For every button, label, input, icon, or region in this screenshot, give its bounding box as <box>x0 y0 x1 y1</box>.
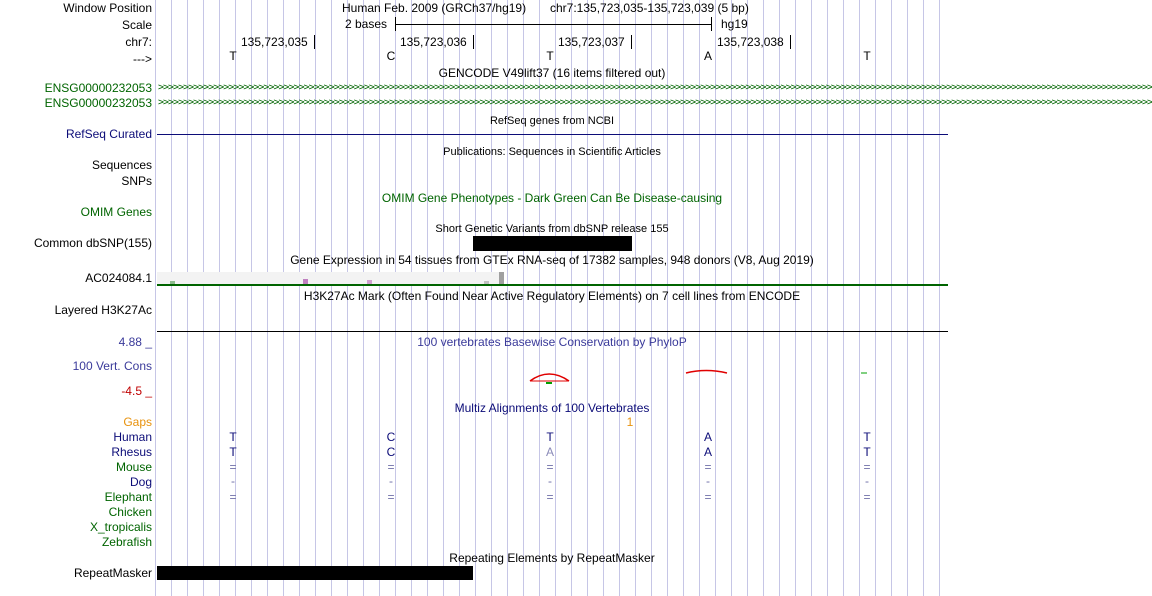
refseq-track-label[interactable]: RefSeq Curated <box>65 127 152 141</box>
alignment-base: = <box>546 460 554 474</box>
alignment-base: T <box>863 445 871 459</box>
multiz-track-title[interactable]: Multiz Alignments of 100 Vertebrates <box>454 401 650 415</box>
ruler-coord: 135,723,036 <box>400 35 467 49</box>
scale-value: 2 bases <box>345 17 388 31</box>
dbsnp-variant-block[interactable] <box>473 236 632 251</box>
alignment-base: - <box>548 474 552 488</box>
ruler-tick <box>790 35 791 49</box>
ruler-coord: 135,723,035 <box>241 35 308 49</box>
publications-track-label[interactable]: Sequences <box>91 158 152 172</box>
species-label[interactable]: Elephant <box>104 490 152 504</box>
omim-track-title[interactable]: OMIM Gene Phenotypes - Dark Green Can Be Disease-causing <box>381 191 723 205</box>
alignment-base: T <box>229 445 237 459</box>
chrom-label: chr7: <box>125 35 152 49</box>
alignment-base: T <box>546 430 554 444</box>
alignment-base: - <box>706 474 710 488</box>
species-label[interactable]: Mouse <box>115 460 152 474</box>
phylop-peak <box>530 374 569 381</box>
gencode-item-label[interactable]: ENSG00000232053 <box>44 96 152 110</box>
base-letter: T <box>229 49 237 63</box>
scale-bar <box>395 24 711 25</box>
omim-track-label[interactable]: OMIM Genes <box>80 205 152 219</box>
gencode-transcript[interactable]: >>>>>>>>>>>>>>>>>>>>>>>>>>>>>>>>>>>>>>>>>>>>>>>>>>>>>>>>>>>>>>>>>>>>>>>>>>>>>>>>>>>>>>>>>>>>>>>>>>>>>>>>>>>>>>>>>>>>>>>>>>>>>>>>>>>>>>>>>>>>>>>>>>>>>>>>>>>>>>>>>>>>>>>>>>>>>>>>>>>>>>>>>>>>>>>>>>>>>> <box>158 82 1152 93</box>
strand-label: ---> <box>133 52 152 66</box>
alignment-base: C <box>386 430 396 444</box>
gaps-label[interactable]: Gaps <box>123 415 152 429</box>
alignment-base: T <box>229 430 237 444</box>
repeatmasker-element[interactable] <box>157 566 473 580</box>
scale-bar-right-tick <box>711 17 712 31</box>
alignment-base: - <box>865 474 869 488</box>
phylop-peak <box>686 371 727 374</box>
alignment-base: = <box>387 490 395 504</box>
species-label[interactable]: Chicken <box>108 505 152 519</box>
h3k27ac-track-label[interactable]: Layered H3K27Ac <box>54 303 152 317</box>
cons-y-max: 4.88 _ <box>118 335 152 349</box>
alignment-base: - <box>231 474 235 488</box>
h3k27ac-baseline[interactable] <box>157 331 948 332</box>
species-label[interactable]: Rhesus <box>111 445 152 459</box>
alignment-base: = <box>546 490 554 504</box>
species-label[interactable]: Human <box>113 430 152 444</box>
alignment-base: = <box>704 490 712 504</box>
alignment-base: = <box>229 490 237 504</box>
snps-track-label[interactable]: SNPs <box>121 174 152 188</box>
base-letter: A <box>703 49 713 63</box>
base-letter: C <box>386 49 396 63</box>
gtex-track-label[interactable]: AC024084.1 <box>85 271 152 285</box>
ruler-coord: 135,723,037 <box>558 35 625 49</box>
alignment-base: = <box>229 460 237 474</box>
species-label[interactable]: Zebrafish <box>101 535 152 549</box>
ruler-coord: 135,723,038 <box>717 35 784 49</box>
h3k27ac-track-title[interactable]: H3K27Ac Mark (Often Found Near Active Regulatory Elements) on 7 cell lines from ENCODE <box>303 289 801 303</box>
gtex-bar[interactable] <box>499 272 504 284</box>
dbsnp-track-title[interactable]: Short Genetic Variants from dbSNP release 155 <box>435 223 669 235</box>
ruler-tick <box>314 35 315 49</box>
alignment-base: = <box>704 460 712 474</box>
refseq-track-title[interactable]: RefSeq genes from NCBI <box>489 115 615 127</box>
gtex-baseline <box>157 284 948 286</box>
cons-track-title[interactable]: 100 vertebrates Basewise Conservation by PhyloP <box>417 335 687 349</box>
alignment-base: = <box>387 460 395 474</box>
repeatmasker-track-title[interactable]: Repeating Elements by RepeatMasker <box>449 551 655 565</box>
alignment-base: = <box>863 460 871 474</box>
window-position-value: chr7:135,723,035-135,723,039 (5 bp) <box>550 1 749 15</box>
alignment-base: T <box>863 430 871 444</box>
guide-line <box>155 0 156 596</box>
assembly-name: Human Feb. 2009 (GRCh37/hg19) <box>342 1 527 15</box>
gtex-track-title[interactable]: Gene Expression in 54 tissues from GTEx RNA-seq of 17382 samples, 948 donors (V8, Aug 2019) <box>290 253 814 267</box>
phylop-graph[interactable] <box>155 365 950 387</box>
scale-label: Scale <box>121 18 152 32</box>
gap-count[interactable]: 1 <box>626 415 634 429</box>
dbsnp-track-label[interactable]: Common dbSNP(155) <box>33 236 152 250</box>
gtex-expression-bars[interactable] <box>157 272 503 284</box>
scale-db: hg19 <box>721 17 748 31</box>
alignment-base: = <box>863 490 871 504</box>
cons-track-label[interactable]: 100 Vert. Cons <box>72 359 152 373</box>
ruler-tick <box>473 35 474 49</box>
alignment-base: - <box>389 474 393 488</box>
publications-track-title[interactable]: Publications: Sequences in Scientific Articles <box>443 146 661 158</box>
window-position-label: Window Position <box>63 1 152 15</box>
alignment-base: A <box>545 445 555 459</box>
base-letter: T <box>863 49 871 63</box>
alignment-base: C <box>386 445 396 459</box>
repeatmasker-track-label[interactable]: RepeatMasker <box>73 566 152 580</box>
gencode-item-label[interactable]: ENSG00000232053 <box>44 81 152 95</box>
alignment-base: A <box>703 430 713 444</box>
species-label[interactable]: X_tropicalis <box>89 520 152 534</box>
base-letter: T <box>546 49 554 63</box>
gencode-track-title[interactable]: GENCODE V49lift37 (16 items filtered out) <box>438 66 666 80</box>
alignment-base: A <box>703 445 713 459</box>
cons-y-min: -4.5 _ <box>121 384 152 398</box>
species-label[interactable]: Dog <box>129 475 152 489</box>
ruler-tick <box>631 35 632 49</box>
refseq-gene-line[interactable] <box>157 134 948 135</box>
gencode-transcript[interactable]: >>>>>>>>>>>>>>>>>>>>>>>>>>>>>>>>>>>>>>>>>>>>>>>>>>>>>>>>>>>>>>>>>>>>>>>>>>>>>>>>>>>>>>>>>>>>>>>>>>>>>>>>>>>>>>>>>>>>>>>>>>>>>>>>>>>>>>>>>>>>>>>>>>>>>>>>>>>>>>>>>>>>>>>>>>>>>>>>>>>>>>>>>>>>>>>>>>>>>> <box>158 97 1152 108</box>
